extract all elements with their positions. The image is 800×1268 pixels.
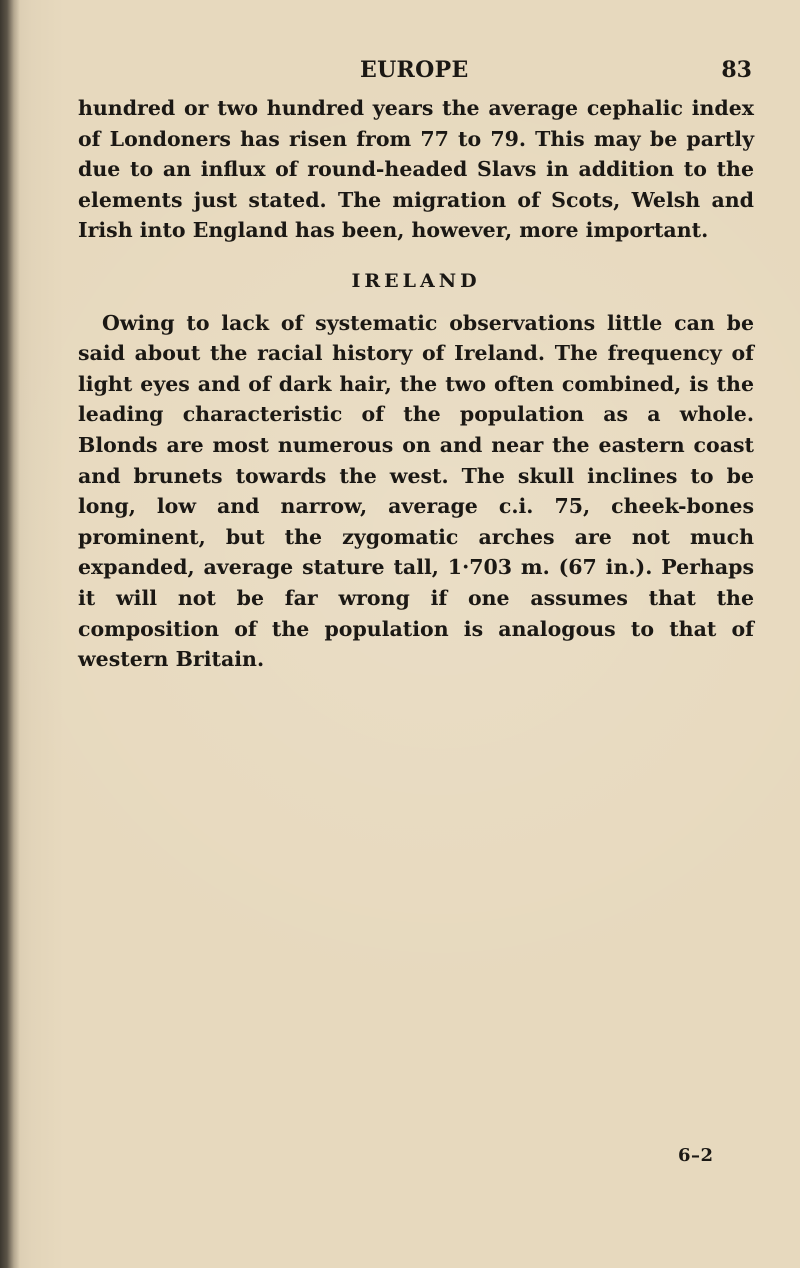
page-number: 83 <box>721 57 752 83</box>
paragraph-2: Owing to lack of systematic observations little can be said about the racial history of Ireland. The frequency of light eyes and of dark hair, the two often combined, is the leading characteristic of the population as a whole. Blonds are most numerous on and near the eastern coast and brunets towards the west. The skull inclines to be long, low and narrow, average c.i. 75, cheek-bones prominent, but the zygomatic arches are not much expanded, average stature tall, 1·703 m. (67 in.). Perhaps it will not be far wrong if one assumes that the composition of the population is analogous to that of western Britain. <box>78 310 754 672</box>
running-head: EUROPE <box>360 57 469 83</box>
section-heading-ireland: IRELAND <box>351 269 481 292</box>
paragraph-1: hundred or two hundred years the average cephalic index of Londoners has risen from 77 to 79. This may be partly due to an influx of round-headed Slavs in addition to the elements just stated. The migration of Scots, Welsh and Irish into England has been, however, more important. <box>78 96 754 243</box>
binding-shadow <box>0 0 20 1268</box>
signature-mark: 6–2 <box>678 1145 714 1166</box>
main-text <box>78 93 754 675</box>
page-header <box>70 50 760 90</box>
